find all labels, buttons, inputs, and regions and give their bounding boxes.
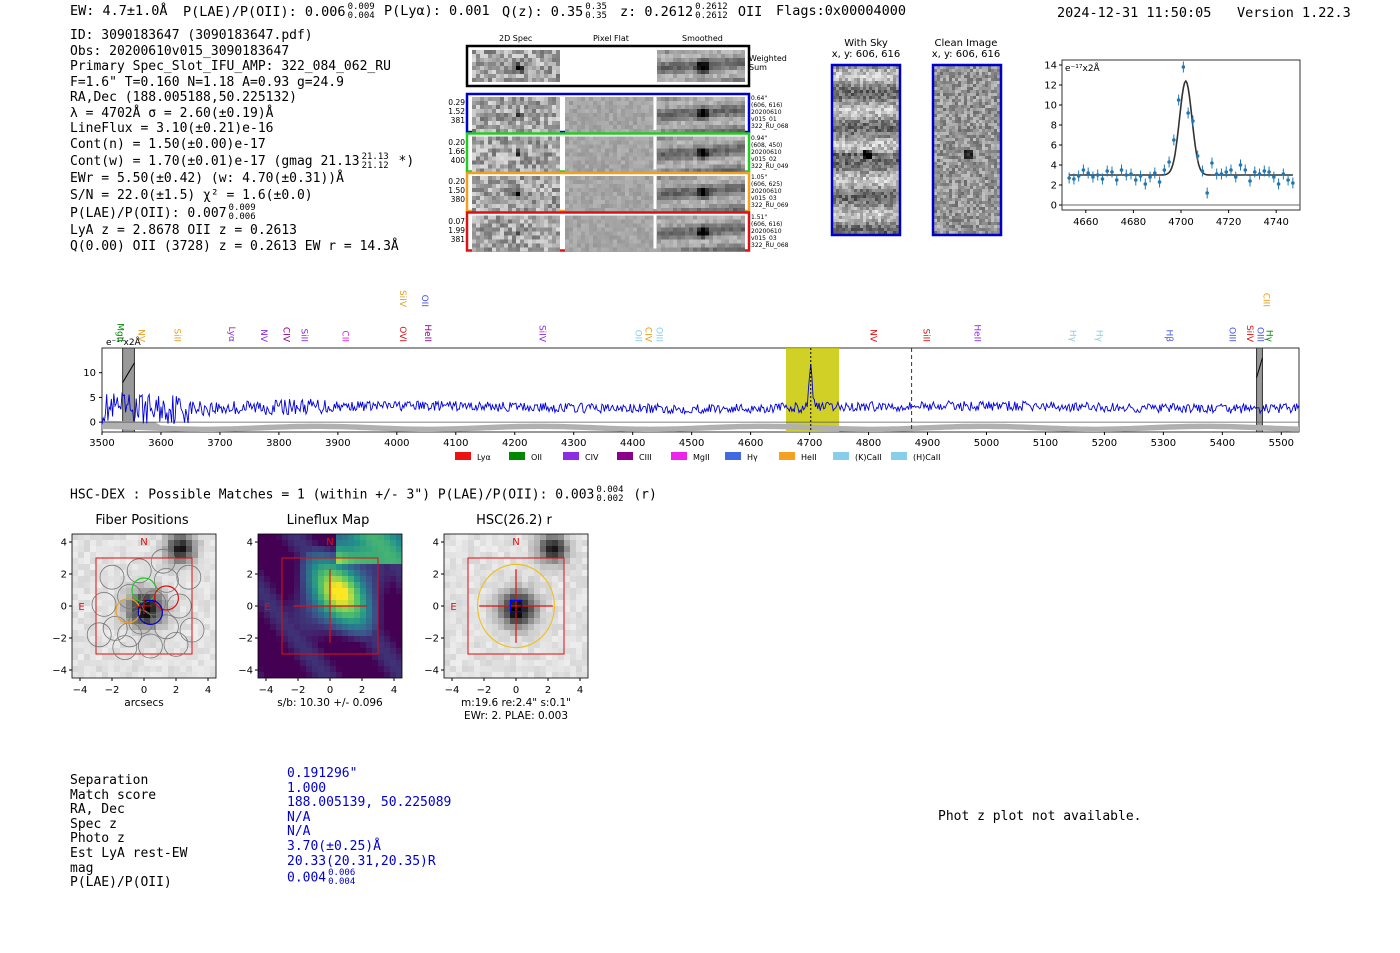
hsc-ytick-label: 2 — [246, 569, 253, 581]
fit-data-point — [1234, 175, 1238, 179]
spectrum-xtick-label: 4200 — [502, 438, 528, 449]
fit-data-point — [1172, 138, 1176, 142]
spectrum-xtick-label: 4700 — [796, 438, 823, 449]
value-separation: 0.191296" — [287, 766, 358, 781]
hsc-ytick-label: −2 — [52, 633, 67, 645]
cutout-smooth — [657, 137, 745, 173]
qz-lower: 0.35 — [585, 11, 607, 21]
label-photo-z: Photo z — [70, 831, 125, 847]
clean-image — [934, 66, 1000, 234]
fit-data-point — [1286, 178, 1290, 182]
sky-images — [826, 60, 1006, 240]
fit-data-point — [1158, 180, 1162, 184]
hsc-ytick-label: 4 — [246, 537, 253, 549]
value-lya-ew: 3.70(±0.25)Å — [287, 838, 381, 854]
spectrum-xtick-label: 3500 — [89, 438, 115, 449]
line-id-label: CIV — [280, 326, 291, 342]
cutout-left-label: 0.07 1.99 381 — [448, 216, 465, 244]
fit-data-point — [1148, 175, 1152, 179]
label-match-score: Match score — [70, 787, 157, 803]
hsc-xtick-label: 0 — [326, 685, 334, 696]
fit-data-point — [1153, 171, 1157, 175]
clean-image-xy: x, y: 606, 616 — [931, 49, 1001, 60]
label-spec-z: Spec z — [70, 816, 117, 832]
hsc-xtick-label: 4 — [390, 685, 398, 696]
hsc-ytick-label: 2 — [60, 569, 67, 581]
fit-data-point — [1291, 181, 1295, 185]
ew-value: EW: 4.7±1.0 — [70, 3, 160, 19]
line-id-label: SiIV — [536, 324, 547, 342]
cutout-left-label: 0.20 1.50 380 — [448, 177, 465, 204]
info-ewr: EWr = 5.50(±0.42) (w: 4.70(±0.31))Å — [70, 171, 344, 186]
spectrum-xtick-label: 4400 — [619, 438, 646, 449]
hsc-xtick-label: 0 — [140, 685, 148, 696]
fit-data-point — [1115, 178, 1119, 182]
spectrum-xtick-label: 3600 — [148, 438, 174, 449]
line-id-label: SiIV — [1244, 324, 1255, 342]
z-value: z: 0.2612 — [620, 4, 694, 20]
hsc-xtick-label: 2 — [544, 685, 552, 696]
hsc-xtick-label: −4 — [258, 685, 274, 696]
line-fit-plot — [1030, 55, 1310, 235]
weighted-2d — [472, 50, 560, 82]
ew-unit: Å — [159, 3, 168, 19]
fit-data-point — [1263, 169, 1267, 173]
fit-data-point — [1129, 172, 1133, 176]
spectrum-xtick-label: 3700 — [207, 438, 233, 449]
match-labels — [70, 774, 280, 891]
hsc-filter: (r) — [633, 487, 657, 503]
line-id-label: OII — [419, 294, 430, 307]
hsc-xtick-label: −4 — [72, 685, 88, 696]
plae-value: P(LAE)/P(OII): 0.006 — [183, 4, 346, 20]
cutout-flat — [565, 176, 657, 212]
value-plae-main: 0.004 — [287, 870, 327, 886]
legend-label: Hγ — [747, 453, 758, 462]
spectrum-unit-label: e⁻¹⁷x2Å — [106, 338, 141, 348]
line-id-label: MgII — [114, 323, 125, 342]
fiber-caption: arcsecs — [124, 697, 164, 709]
info-sn: S/N = 22.0(±1.5) χ² = 1.6(±0.0) — [70, 187, 313, 203]
hsc-caption-2: EWr: 2. PLAE: 0.003 — [463, 710, 569, 722]
spectrum-xtick-label: 4900 — [914, 438, 941, 449]
header-timestamp: 2024-12-31 11:50:05 — [1057, 5, 1212, 21]
hsc-xtick-label: 4 — [576, 685, 584, 696]
line-id-label: SiIV — [396, 289, 407, 307]
col-smooth-label: Smoothed — [682, 34, 723, 43]
value-spec-z: N/A — [287, 809, 311, 825]
info-obs: Obs: 20200610v015_3090183647 — [70, 43, 290, 59]
spectrum-xtick-label: 4100 — [443, 438, 469, 449]
line-id-label: OIII — [653, 326, 664, 342]
cutout-smooth — [657, 97, 745, 133]
cutout-2d — [472, 216, 560, 252]
fit-data-point — [1096, 173, 1100, 177]
header-plya: P(Lyα): 0.001 — [384, 3, 490, 19]
legend-swatch — [671, 452, 687, 460]
photz-message: Phot z plot not available. — [938, 809, 1142, 824]
plae-upper: 0.009 — [347, 2, 375, 12]
lineflux-caption: s/b: 10.30 +/- 0.096 — [277, 697, 383, 709]
line-id-label: OIII — [1254, 326, 1265, 342]
line-id-label: OVI — [396, 326, 407, 342]
line-id-label: Hβ — [1163, 329, 1174, 342]
info-id: ID: 3090183647 (3090183647.pdf) — [70, 28, 313, 43]
line-id-label: Hγ — [1067, 329, 1078, 342]
legend-swatch — [779, 452, 795, 460]
legend-swatch — [509, 452, 525, 460]
fit-data-point — [1186, 111, 1190, 115]
cutout-flat — [565, 137, 657, 173]
match-values — [287, 767, 587, 887]
hsc-xtick-label: 2 — [172, 685, 180, 696]
fit-unit-label: e⁻¹⁷x2Å — [1065, 64, 1100, 74]
fit-data-point — [1272, 175, 1276, 179]
header-bar — [70, 3, 1400, 23]
spectrum-xtick-label: 5400 — [1209, 438, 1236, 449]
line-id-label: CII — [339, 330, 350, 342]
east-label: E — [450, 602, 457, 613]
fit-ytick-label: 10 — [1044, 100, 1057, 112]
header-version: Version 1.22.3 — [1237, 5, 1351, 21]
spectrum-xtick-label: 5200 — [1091, 438, 1118, 449]
fit-data-point — [1210, 161, 1214, 165]
fit-xtick-label: 4660 — [1073, 217, 1099, 228]
line-id-label: SiII — [171, 328, 182, 342]
cutout-2d — [472, 97, 560, 133]
line-id-label: HeII — [422, 324, 433, 342]
cutout-left-label: 0.20 1.66 400 — [448, 137, 465, 165]
info-lambda: λ = 4702Å σ = 2.60(±0.19)Å — [70, 105, 274, 121]
legend-label: (K)CaII — [855, 453, 882, 462]
value-mag: 20.33(20.31,20.35)R — [287, 853, 436, 869]
north-label: N — [326, 537, 334, 549]
east-label: E — [78, 602, 85, 613]
label-lya-ew: Est LyA rest-EW — [70, 845, 188, 861]
hsc-xtick-label: 2 — [358, 685, 366, 696]
plae2-lower: 0.006 — [228, 212, 256, 222]
header-ew — [70, 3, 168, 19]
spectrum-xtick-label: 5500 — [1268, 438, 1295, 449]
fit-ytick-label: 0 — [1050, 200, 1057, 212]
fit-ytick-label: 12 — [1044, 80, 1057, 92]
info-plae — [70, 204, 450, 223]
value-photo-z: N/A — [287, 824, 311, 840]
header-qz — [502, 3, 609, 21]
hsc-caption: m:19.6 re:2.4" s:0.1" — [461, 697, 571, 709]
fit-data-point — [1177, 98, 1181, 102]
fit-data-point — [1205, 191, 1209, 195]
info-radec: RA,Dec (188.005188,50.225132) — [70, 90, 297, 105]
line-id-label: OII — [632, 329, 643, 342]
north-label: N — [140, 537, 148, 549]
hsc-xtick-label: −4 — [444, 685, 460, 696]
fit-data-point — [1101, 177, 1105, 181]
fit-data-point — [1224, 170, 1228, 174]
contw-lower: 21.12 — [361, 160, 389, 171]
legend-label: CIII — [639, 453, 652, 462]
legend-label: OII — [531, 453, 543, 462]
legend-swatch — [563, 452, 579, 460]
z-lower: 0.2612 — [695, 11, 728, 21]
cutout-flat — [565, 97, 657, 133]
legend-swatch — [833, 452, 849, 460]
fit-data-point — [1086, 171, 1090, 175]
line-id-label: CIV — [642, 326, 653, 342]
line-id-label: HeII — [971, 324, 982, 342]
fit-ytick-label: 4 — [1050, 160, 1057, 172]
hsc-ytick-label: −4 — [52, 665, 67, 677]
legend-swatch — [891, 452, 907, 460]
cutout-right-label: 1.51" (606, 616) 20200610 v015_03 322_RU_068 — [751, 213, 789, 249]
with-sky-image — [833, 66, 899, 234]
hsc-ytick-label: −2 — [238, 633, 253, 645]
line-id-label: SiII — [298, 328, 309, 342]
fit-data-point — [1120, 168, 1124, 172]
spectrum-xtick-label: 5100 — [1032, 438, 1059, 449]
label-separation: Separation — [70, 773, 149, 788]
cutout-2d — [472, 176, 560, 212]
spectrum-axes — [102, 348, 1299, 432]
fit-xtick-label: 4700 — [1168, 217, 1194, 228]
fit-data-point — [1248, 179, 1252, 183]
line-id-label: NV — [135, 329, 146, 342]
fit-xtick-label: 4720 — [1215, 217, 1242, 228]
hsc-header — [70, 486, 657, 504]
line-id-label: Lyα — [225, 326, 236, 342]
info-lya: LyA z = 2.8678 OII z = 0.2613 — [70, 222, 297, 238]
info-contw — [70, 152, 450, 171]
fit-data-point — [1267, 170, 1271, 174]
legend-swatch — [617, 452, 633, 460]
hsc-ytick-label: 0 — [60, 601, 67, 613]
fit-data-point — [1229, 168, 1233, 172]
cutout-flat — [565, 216, 657, 252]
fit-data-point — [1110, 170, 1114, 174]
fit-data-point — [1191, 119, 1195, 123]
cutout-right-label: 0.64" (606, 616) 20200610 v015_01 322_RU_068 — [751, 95, 789, 131]
label-radec: RA, Dec — [70, 802, 125, 818]
spectrum-ytick-label: 5 — [89, 392, 96, 404]
east-label: E — [264, 602, 271, 613]
cutout-smooth — [657, 176, 745, 212]
spectrum-xtick-label: 3900 — [325, 438, 351, 449]
cutout-right-label: 1.05" (606, 625) 20200610 v015_03 322_RU_069 — [751, 174, 789, 210]
fit-xtick-label: 4680 — [1120, 217, 1147, 228]
clean-image-title: Clean Image — [934, 38, 998, 49]
hsc-xtick-label: 4 — [204, 685, 212, 696]
fit-data-point — [1072, 177, 1076, 181]
header-flags: Flags:0x00004000 — [776, 3, 907, 19]
info-primary: Primary Spec_Slot_IFU_AMP: 322_084_062_RU — [70, 59, 391, 74]
info-contn: Cont(n) = 1.50(±0.00)e-17 — [70, 136, 266, 152]
fit-data-point — [1215, 172, 1219, 176]
hsc-xtick-label: −2 — [104, 685, 120, 696]
spectrum-xtick-label: 4600 — [737, 438, 764, 449]
masked-region — [123, 348, 135, 432]
hsc-ytick-label: 0 — [246, 601, 253, 613]
value-plae-upper: 0.006 — [328, 868, 356, 879]
legend-label: MgII — [693, 453, 710, 462]
spectrum-xtick-label: 3800 — [266, 438, 292, 449]
info-fparams: F=1.6" T=0.160 N=1.18 A=0.93 g=24.9 — [70, 74, 344, 90]
spectrum-xtick-label: 4500 — [678, 438, 705, 449]
fit-xtick-label: 4740 — [1263, 217, 1289, 228]
legend-label: HeII — [801, 453, 817, 462]
line-id-label: CIII — [1260, 292, 1271, 307]
legend-swatch — [725, 452, 741, 460]
legend-label: CIV — [585, 453, 599, 462]
contw-end: *) — [390, 154, 415, 169]
fit-data-point — [1167, 160, 1171, 164]
cutout-smooth — [657, 216, 745, 252]
spectrum-xtick-label: 4300 — [560, 438, 587, 449]
fit-data-point — [1105, 169, 1109, 173]
spectrum-xtick-label: 4000 — [384, 438, 410, 449]
spectrum-xtick-label: 4800 — [855, 438, 882, 449]
line-id-label: OIII — [1226, 326, 1237, 342]
cutout-panel — [445, 34, 790, 256]
with-sky-title: With Sky — [844, 38, 888, 49]
lineflux-map-title: Lineflux Map — [286, 513, 370, 528]
fit-data-point — [1082, 168, 1086, 172]
hsc-r-title: HSC(26.2) r — [476, 513, 552, 528]
fit-data-point — [1067, 176, 1071, 180]
line-id-label: Hγ — [1093, 329, 1104, 342]
fit-data-point — [1196, 154, 1200, 158]
fit-data-point — [1220, 172, 1224, 176]
spectrum-ytick-label: 0 — [89, 417, 96, 429]
legend-label: (H)CaII — [913, 453, 941, 462]
hsc-ytick-label: −4 — [424, 665, 439, 677]
spectrum-ytick-label: 10 — [83, 368, 96, 380]
cutout-right-label: 0.94" (608, 450) 20200610 v015_02 322_RU_049 — [751, 134, 789, 170]
fit-data-point — [1182, 65, 1186, 69]
fit-data-point — [1134, 178, 1138, 182]
fit-data-point — [1277, 182, 1281, 186]
qz-value: Q(z): 0.35 — [502, 4, 584, 20]
hsc-plae-upper: 0.004 — [596, 485, 624, 495]
fit-ytick-label: 14 — [1044, 60, 1057, 72]
line-id-label: NV — [258, 329, 269, 342]
header-z — [620, 3, 762, 21]
hsc-plae-lower: 0.002 — [596, 494, 624, 504]
value-plae — [287, 869, 587, 887]
weighted-smooth — [657, 50, 745, 82]
qz-upper: 0.35 — [585, 2, 607, 12]
fit-data-point — [1144, 182, 1148, 186]
value-match-score: 1.000 — [287, 780, 327, 796]
value-radec: 188.005139, 50.225089 — [287, 795, 452, 811]
fit-data-point — [1253, 170, 1257, 174]
col-2d-label: 2D Spec — [499, 34, 533, 43]
hsc-header-text: HSC-DEX : Possible Matches = 1 (within +/- 3") P(LAE)/P(OII): 0.003 — [70, 487, 595, 503]
fit-ytick-label: 8 — [1050, 120, 1057, 132]
fit-data-point — [1163, 168, 1167, 172]
label-mag: mag — [70, 860, 94, 876]
hsc-ytick-label: −4 — [238, 665, 253, 677]
fit-data-point — [1201, 169, 1205, 173]
hsc-ytick-label: 4 — [60, 537, 67, 549]
cutout-left-label: 0.29 1.52 381 — [448, 98, 465, 125]
north-label: N — [512, 537, 520, 549]
spectrum-xtick-label: 5300 — [1150, 438, 1177, 449]
fit-data-point — [1124, 173, 1128, 177]
plae2-text: P(LAE)/P(OII): 0.007 — [70, 205, 227, 221]
cutout-2d — [472, 137, 560, 173]
label-plae: P(LAE)/P(OII) — [70, 875, 172, 891]
hsc-ytick-label: 0 — [432, 601, 439, 613]
hsc-ytick-label: 4 — [432, 537, 439, 549]
fit-data-point — [1139, 174, 1143, 178]
fit-data-point — [1239, 163, 1243, 167]
header-plae — [183, 3, 377, 21]
fiber-positions-title: Fiber Positions — [95, 513, 189, 528]
z-line-name: OII — [737, 4, 763, 20]
info-lineflux: LineFlux = 3.10(±0.21)e-16 — [70, 121, 274, 136]
fit-data-point — [1077, 174, 1081, 178]
contw-text: Cont(w) = 1.70(±0.01)e-17 (gmag 21.13 — [70, 154, 360, 169]
legend-label: Lyα — [477, 453, 491, 462]
fit-axes — [1062, 60, 1300, 210]
hsc-ytick-label: 2 — [432, 569, 439, 581]
with-sky-xy: x, y: 606, 616 — [831, 49, 901, 60]
info-q: Q(0.00) OII (3728) z = 0.2613 EW r = 14.3Å — [70, 239, 399, 254]
line-id-label: SiII — [920, 328, 931, 342]
z-upper: 0.2612 — [695, 2, 728, 12]
fit-data-point — [1091, 175, 1095, 179]
fit-ytick-label: 2 — [1050, 180, 1057, 192]
plae-lower: 0.004 — [347, 11, 375, 21]
line-id-label: Hγ — [1263, 329, 1274, 342]
fit-data-point — [1258, 172, 1262, 176]
value-plae-lower: 0.004 — [328, 877, 356, 888]
line-id-label: NV — [867, 329, 878, 342]
spectrum-xtick-label: 5000 — [973, 438, 1000, 449]
plae2-upper: 0.009 — [228, 203, 256, 213]
col-flat-label: Pixel Flat — [593, 34, 629, 43]
fit-data-point — [1243, 168, 1247, 172]
hsc-xtick-label: 0 — [512, 685, 520, 696]
detection-info — [70, 28, 450, 255]
cutout-svg — [445, 34, 790, 256]
contw-upper: 21.13 — [361, 151, 389, 162]
full-spectrum-plot — [80, 275, 1310, 465]
legend-swatch — [455, 452, 471, 460]
hsc-ytick-label: −2 — [424, 633, 439, 645]
hsc-xtick-label: −2 — [476, 685, 492, 696]
weighted-sum-label: Weighted Sum — [749, 54, 787, 72]
fit-ytick-label: 6 — [1050, 140, 1057, 152]
hsc-xtick-label: −2 — [290, 685, 306, 696]
fit-data-point — [1282, 172, 1286, 176]
hsc-panels — [40, 528, 600, 698]
